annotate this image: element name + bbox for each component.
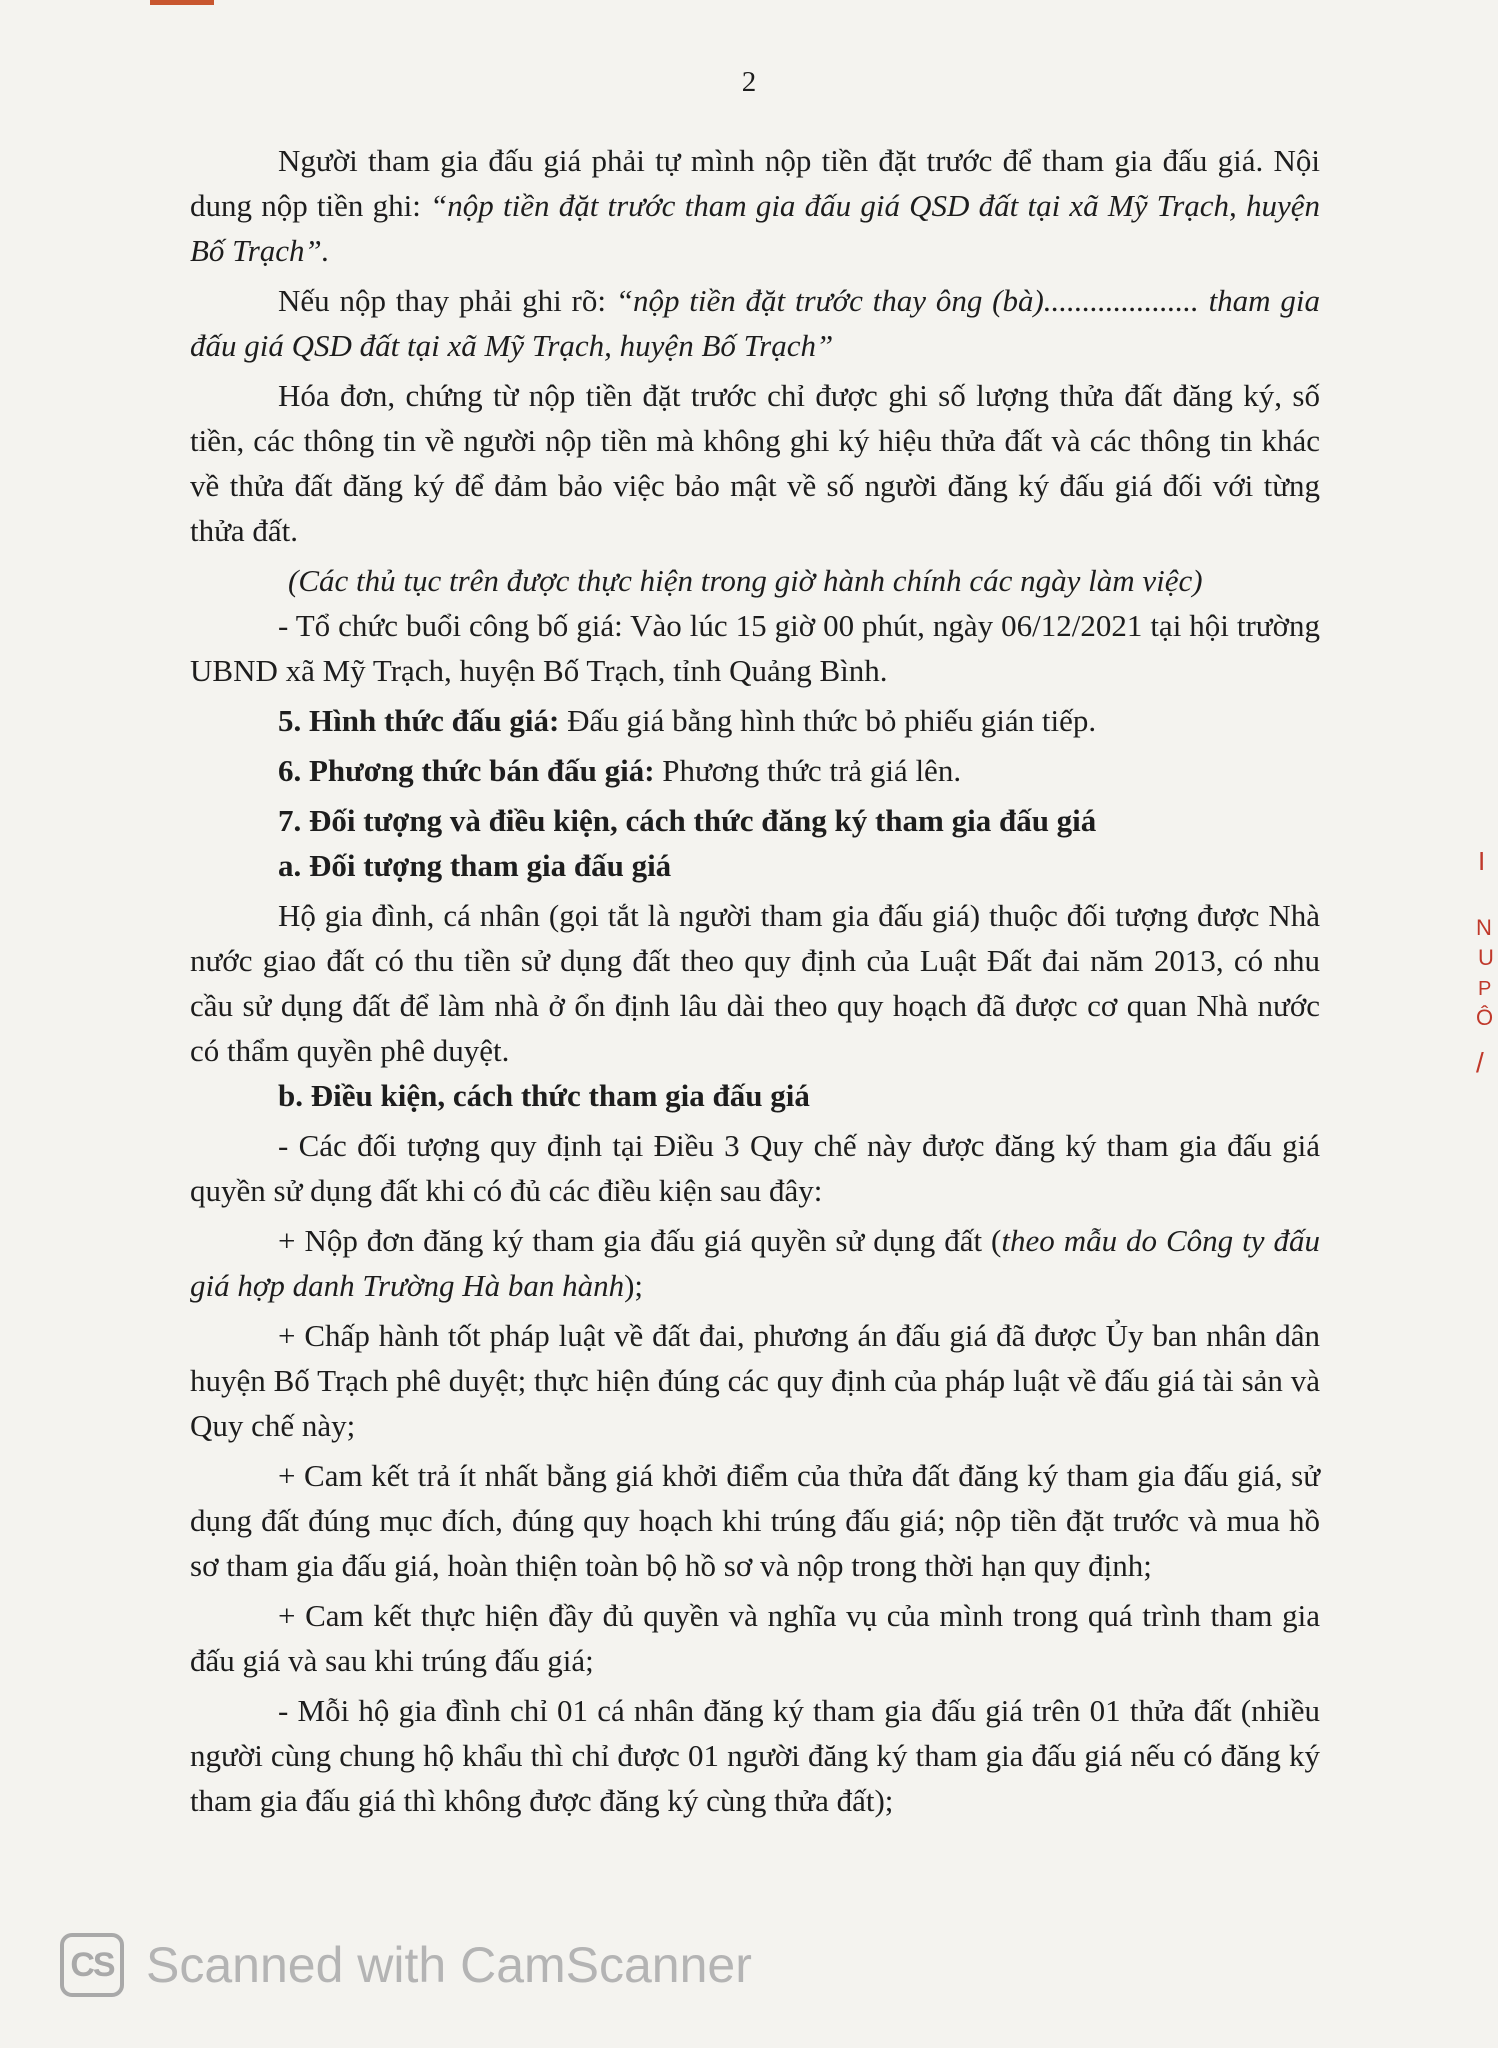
svg-text:P: P	[1478, 978, 1492, 1000]
paragraph-condition-commitment-rights: + Cam kết thực hiện đầy đủ quyền và nghĩa vụ của mình trong quá trình tham gia đấu giá và sau khi trúng đấu giá;	[190, 1598, 1320, 1678]
watermark-text: Scanned with CamScanner	[146, 1937, 752, 1993]
page-number: 2	[741, 66, 757, 98]
paragraph-invoice: Hóa đơn, chứng từ nộp tiền đặt trước chỉ được ghi số lượng thửa đất đăng ký, số tiền, các thông tin về người nộp tiền mà không ghi ký hiệu thửa đất và các thông tin khác về thửa đất đăng ký để đảm bảo việc bảo mật về số người đăng ký đấu giá đối với từng thửa đất.	[190, 378, 1320, 548]
svg-text:N: N	[1476, 915, 1492, 940]
subsection-b-heading: b. Điều kiện, cách thức tham gia đấu giá	[278, 1078, 810, 1113]
section-5-auction-form: 5. Hình thức đấu giá: Đấu giá bằng hình thức bỏ phiếu gián tiếp.	[278, 703, 1097, 738]
paragraph-proxy-deposit: Nếu nộp thay phải ghi rõ: “nộp tiền đặt trước thay ông (bà).................... tham gia đấu giá QSD đất tại xã Mỹ Trạch, huyện Bố Trạch”	[190, 283, 1320, 363]
document-body	[190, 138, 1320, 1823]
section-7-heading: 7. Đối tượng và điều kiện, cách thức đăng ký tham gia đấu giá	[278, 803, 1097, 838]
svg-text:/: /	[1476, 1047, 1484, 1078]
paragraph-conditions-intro: - Các đối tượng quy định tại Điều 3 Quy chế này được đăng ký tham gia đấu giá quyền sử dụng đất khi có đủ các điều kiện sau đây:	[190, 1128, 1320, 1208]
paragraph-condition-application: + Nộp đơn đăng ký tham gia đấu giá quyền sử dụng đất (theo mẫu do Công ty đấu giá hợp danh Trường Hà ban hành);	[190, 1223, 1320, 1303]
camscanner-watermark	[60, 1930, 752, 2000]
svg-text:I: I	[1478, 846, 1486, 876]
section-6-auction-method: 6. Phương thức bán đấu giá: Phương thức trả giá lên.	[278, 753, 962, 788]
svg-text:U: U	[1478, 945, 1494, 970]
paragraph-condition-commitment-price: + Cam kết trả ít nhất bằng giá khởi điểm của thửa đất đăng ký tham gia đấu giá, sử dụng đất đúng mục đích, đúng quy hoạch khi trúng đấu giá; nộp tiền đặt trước và mua hồ sơ tham gia đấu giá, hoàn thiện toàn bộ hồ sơ và nộp trong thời hạn quy định;	[190, 1458, 1320, 1583]
stamp-fragment-graphic	[1476, 840, 1498, 1080]
camscanner-logo-icon: CS	[60, 1933, 124, 1997]
paragraph-eligible-participants: Hộ gia đình, cá nhân (gọi tắt là người tham gia đấu giá) thuộc đối tượng được Nhà nước giao đất có thu tiền sử dụng đất theo quy định của Luật Đất đai năm 2013, có nhu cầu sử dụng đất để làm nhà ở ổn định lâu dài theo quy hoạch đã được cơ quan Nhà nước có thẩm quyền phê duyệt.	[190, 898, 1320, 1068]
paragraph-working-hours-note: (Các thủ tục trên được thực hiện trong giờ hành chính các ngày làm việc)	[288, 563, 1203, 598]
svg-text:Ô: Ô	[1476, 1005, 1494, 1030]
paragraph-condition-compliance: + Chấp hành tốt pháp luật về đất đai, phương án đấu giá đã được Ủy ban nhân dân huyện Bố Trạch phê duyệt; thực hiện đúng các quy định của pháp luật về đấu giá tài sản và Quy chế này;	[190, 1318, 1320, 1443]
paragraph-household-limit: - Mỗi hộ gia đình chỉ 01 cá nhân đăng ký tham gia đấu giá trên 01 thửa đất (nhiều người cùng chung hộ khẩu thì chỉ được 01 người đăng ký tham gia đấu giá nếu có đăng ký tham gia đấu giá thì không được đăng ký cùng thửa đất);	[190, 1693, 1320, 1818]
paragraph-deposit-content: Người tham gia đấu giá phải tự mình nộp tiền đặt trước để tham gia đấu giá. Nội dung nộp tiền ghi: “nộp tiền đặt trước tham gia đấu giá QSD đất tại xã Mỹ Trạch, huyện Bố Trạch”.	[190, 143, 1320, 268]
subsection-a-heading: a. Đối tượng tham gia đấu giá	[278, 848, 672, 883]
red-stamp-edge	[1476, 840, 1498, 1080]
paragraph-price-announcement: - Tổ chức buổi công bố giá: Vào lúc 15 giờ 00 phút, ngày 06/12/2021 tại hội trường UBND xã Mỹ Trạch, huyện Bố Trạch, tỉnh Quảng Bình.	[190, 608, 1320, 688]
top-edge-mark	[150, 0, 214, 5]
